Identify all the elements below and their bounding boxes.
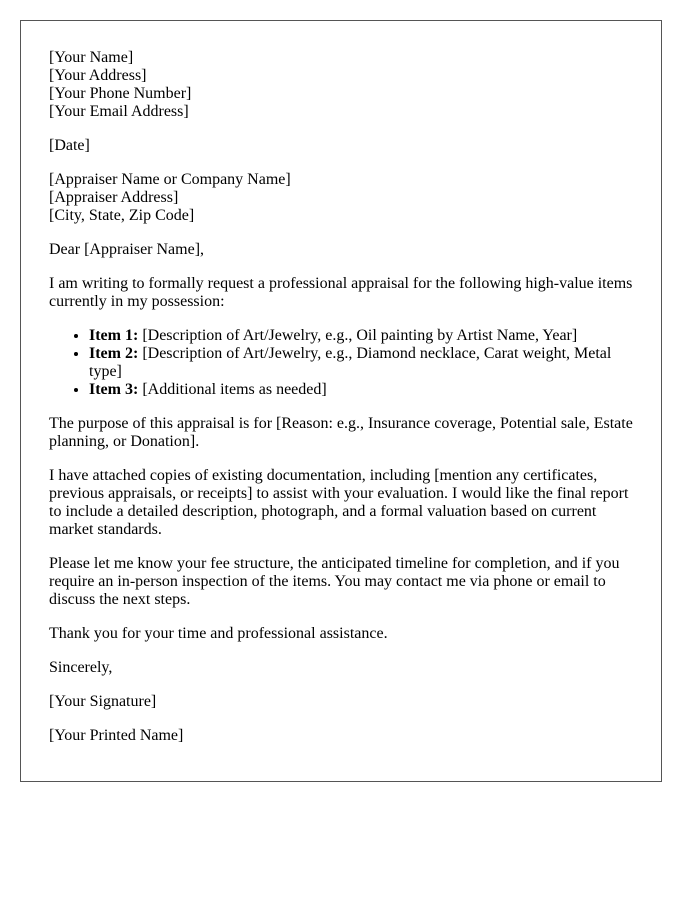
sender-email: [Your Email Address] — [49, 103, 189, 120]
recipient-block — [49, 171, 633, 225]
request-paragraph: Please let me know your fee structure, the anticipated timeline for completion, and if you require an in-person inspection of the items. You may contact me via phone or email to discuss the next steps. — [49, 555, 620, 608]
item-label: Item 3: — [89, 381, 139, 398]
recipient-address: [Appraiser Address] — [49, 189, 179, 206]
sender-phone: [Your Phone Number] — [49, 85, 192, 102]
item-label: Item 2: — [89, 345, 139, 362]
item-text: [Additional items as needed] — [138, 381, 327, 398]
purpose-paragraph: The purpose of this appraisal is for [Reason: e.g., Insurance coverage, Potential sale, Estate planning, or Donation]. — [49, 415, 633, 450]
date: [Date] — [49, 137, 90, 154]
signature: [Your Signature] — [49, 693, 157, 710]
letter — [20, 20, 662, 782]
recipient-name: [Appraiser Name or Company Name] — [49, 171, 291, 188]
documentation-paragraph: I have attached copies of existing documentation, including [mention any certificates, previous appraisals, or receipts] to assist with your evaluation. I would like the final report to include a detailed description, photograph, and a formal valuation based on current market standards. — [49, 467, 629, 538]
sender-name: [Your Name] — [49, 49, 134, 66]
item-text: [Description of Art/Jewelry, e.g., Diamond necklace, Carat weight, Metal type] — [89, 345, 612, 380]
intro-paragraph: I am writing to formally request a professional appraisal for the following high-value items currently in my possession: — [49, 275, 633, 310]
list-item — [89, 345, 633, 381]
item-text: [Description of Art/Jewelry, e.g., Oil painting by Artist Name, Year] — [138, 327, 578, 344]
list-item — [89, 327, 633, 345]
sender-block — [49, 49, 633, 121]
closing: Sincerely, — [49, 659, 113, 676]
printed-name: [Your Printed Name] — [49, 727, 184, 744]
items-list — [49, 327, 633, 399]
recipient-city: [City, State, Zip Code] — [49, 207, 195, 224]
thanks-paragraph: Thank you for your time and professional assistance. — [49, 625, 388, 642]
salutation: Dear [Appraiser Name], — [49, 241, 205, 258]
sender-address: [Your Address] — [49, 67, 147, 84]
list-item — [89, 381, 633, 399]
item-label: Item 1: — [89, 327, 139, 344]
